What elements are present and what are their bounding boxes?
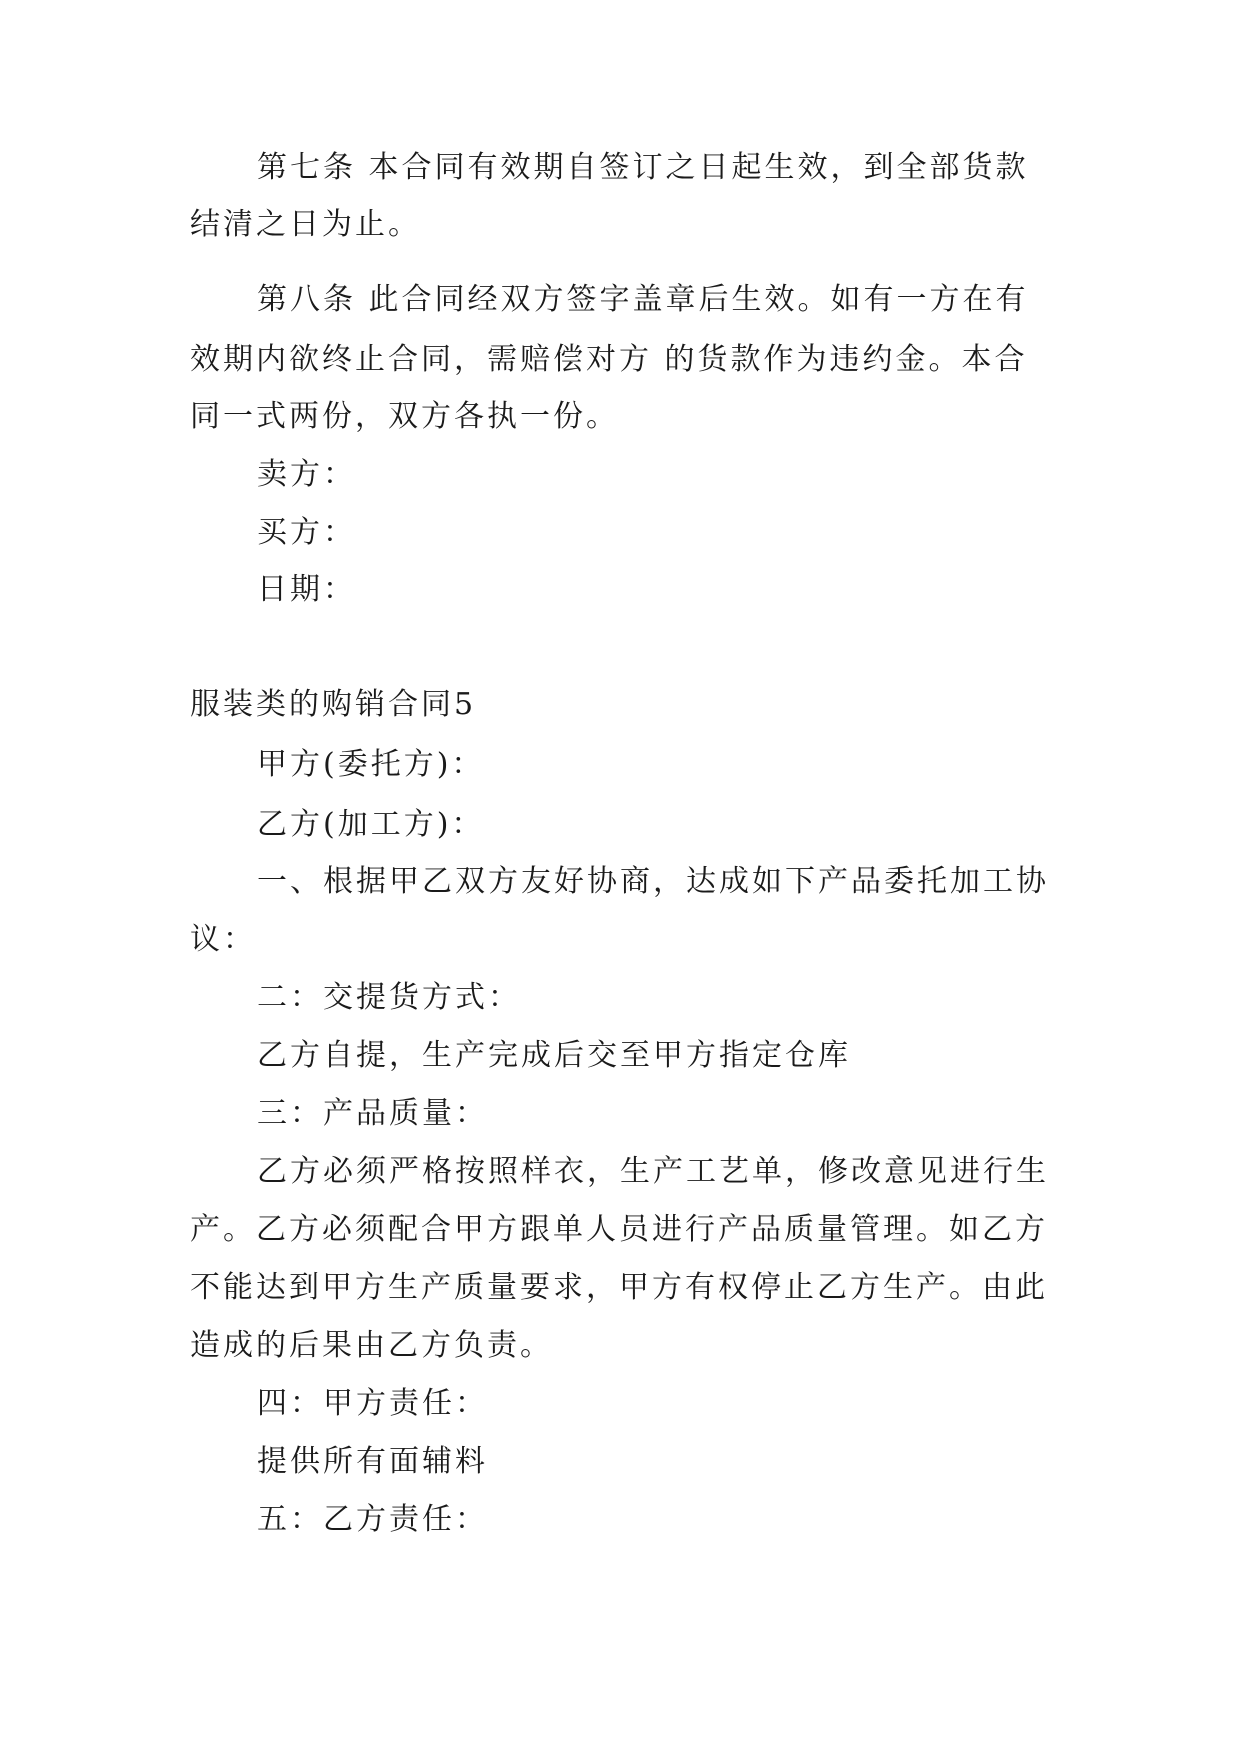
contract-title: 服装类的购销合同5	[190, 687, 477, 722]
seller-label: 卖方：	[257, 457, 356, 492]
section-4-heading: 四：甲方责任：	[257, 1386, 488, 1421]
party-b-label: 乙方(加工方)：	[257, 807, 485, 842]
section-3-line-2: 产。乙方必须配合甲方跟单人员进行产品质量管理。如乙方	[190, 1212, 1048, 1247]
section-1-line-1: 一、根据甲乙双方友好协商，达成如下产品委托加工协	[257, 864, 1049, 899]
section-5-heading: 五：乙方责任：	[257, 1502, 488, 1537]
buyer-label: 买方：	[257, 515, 356, 550]
date-label: 日期：	[257, 572, 356, 607]
clause-8-line-3: 同一式两份，双方各执一份。	[190, 399, 619, 434]
clause-8-line-1: 第八条 此合同经双方签字盖章后生效。如有一方在有	[257, 282, 1029, 317]
section-2-heading: 二：交提货方式：	[257, 980, 521, 1015]
section-3-line-3: 不能达到甲方生产质量要求，甲方有权停止乙方生产。由此	[190, 1270, 1048, 1305]
section-3-line-1: 乙方必须严格按照样衣，生产工艺单，修改意见进行生	[257, 1154, 1049, 1189]
section-4-body: 提供所有面辅料	[257, 1444, 488, 1479]
clause-7-line-2: 结清之日为止。	[190, 207, 421, 242]
clause-7-line-1: 第七条 本合同有效期自签订之日起生效，到全部货款	[257, 150, 1029, 185]
section-2-body: 乙方自提，生产完成后交至甲方指定仓库	[257, 1038, 851, 1073]
section-3-line-4: 造成的后果由乙方负责。	[190, 1328, 553, 1363]
clause-8-line-2: 效期内欲终止合同，需赔偿对方 的货款作为违约金。本合	[190, 342, 1028, 377]
section-1-line-2: 议：	[190, 922, 256, 957]
party-a-label: 甲方(委托方)：	[257, 747, 485, 782]
section-3-heading: 三：产品质量：	[257, 1096, 488, 1131]
